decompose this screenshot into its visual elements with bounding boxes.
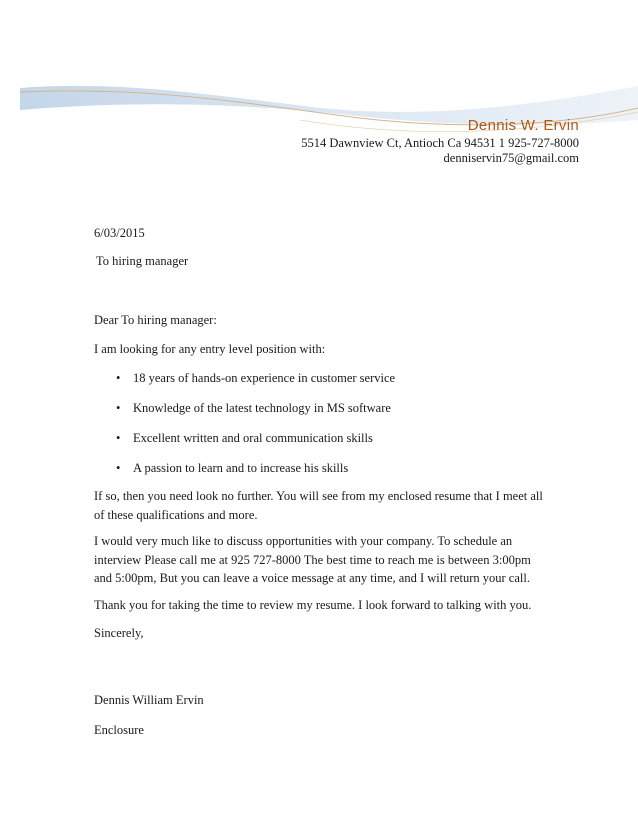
salutation: Dear To hiring manager: [94,313,217,327]
paragraph-contact: I would very much like to discuss opportunities with your company. To schedule an interview Please call me at 925 727-8000 The best time to reach me is between 3:00pm and 5:00pm, But you can leave a voice message at any time, and I will return your call. [94,534,531,585]
bullet-item: Knowledge of the latest technology in MS software [133,401,391,415]
intro-line: I am looking for any entry level position with: [94,342,326,356]
bullet-item: 18 years of hands-on experience in customer service [133,371,396,385]
bullet-dot: • [116,431,121,445]
bullet-dot: • [116,461,121,475]
signature-name: Dennis William Ervin [94,693,204,707]
bullet-dot: • [116,401,121,415]
letter-date: 6/03/2015 [94,226,145,240]
paragraph-qualifications: If so, then you need look no further. You will see from my enclosed resume that I meet all of these qualifications and more. [94,489,543,522]
bullet-dot: • [116,371,121,385]
closing: Sincerely, [94,626,144,640]
bullet-item: A passion to learn and to increase his skills [133,461,349,475]
recipient-line: To hiring manager [96,254,189,268]
sender-address-phone: 5514 Dawnview Ct, Antioch Ca 94531 1 925-727-8000 [301,136,579,150]
enclosure-note: Enclosure [94,723,144,737]
paragraph-thanks: Thank you for taking the time to review my resume. I look forward to talking with you. [94,598,532,612]
sender-name: Dennis W. Ervin [467,117,579,134]
bullet-item: Excellent written and oral communication skills [133,431,373,445]
sender-email: denniservin75@gmail.com [443,151,579,165]
